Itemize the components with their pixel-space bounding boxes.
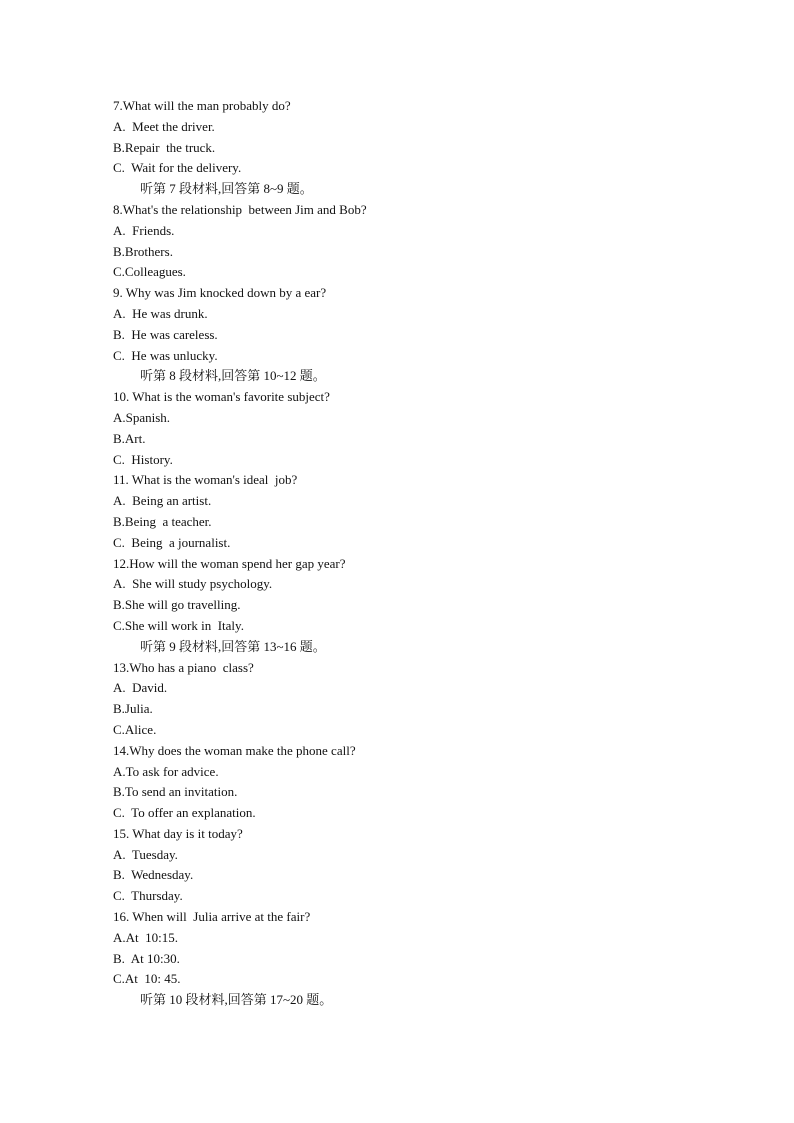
answer-option: A. David. [113,680,168,696]
exam-page [113,96,713,1011]
question-text: 13.Who has a piano class? [113,659,254,675]
answer-option: B.Art. [113,430,146,446]
answer-option: B.Julia. [113,701,153,717]
question-text: 11. What is the woman's ideal job? [113,472,298,488]
question-text: 14.Why does the woman make the phone call? [113,742,356,758]
answer-option: C.Colleagues. [113,264,186,280]
answer-option: A. She will study psychology. [113,576,273,592]
question-text: 8.What's the relationship between Jim and Bob? [113,201,367,217]
section-instruction: 听第 8 段材料,回答第 10~12 题。 [140,368,326,384]
answer-option: B.Repair the truck. [113,139,216,155]
answer-option: C. History. [113,451,173,467]
answer-option: B.Brothers. [113,243,173,259]
answer-option: C.She will work in Italy. [113,617,244,633]
answer-option: C. Thursday. [113,888,183,904]
section-instruction: 听第 9 段材料,回答第 13~16 题。 [140,638,326,654]
answer-option: C. He was unlucky. [113,347,218,363]
answer-option: B.She will go travelling. [113,597,241,613]
question-text: 7.What will the man probably do? [113,98,291,113]
answer-option: C. To offer an explanation. [113,805,256,821]
answer-option: B. At 10:30. [113,950,180,966]
answer-option: B.To send an invitation. [113,784,238,800]
answer-option: A. Meet the driver. [113,118,215,134]
answer-option: B. He was careless. [113,326,218,342]
question-text: 16. When will Julia arrive at the fair? [113,909,311,925]
answer-option: C.At 10: 45. [113,971,181,987]
answer-option: C. Being a journalist. [113,534,231,550]
answer-option: C. Wait for the delivery. [113,160,242,176]
answer-option: C.Alice. [113,721,157,737]
answer-option: A. He was drunk. [113,305,208,321]
answer-option: B. Wednesday. [113,867,194,883]
answer-option: A.Spanish. [113,409,171,425]
answer-option: A.At 10:15. [113,929,178,945]
answer-option: B.Being a teacher. [113,513,212,529]
answer-option: A.To ask for advice. [113,763,219,779]
question-text: 10. What is the woman's favorite subject? [113,389,330,405]
answer-option: A. Being an artist. [113,493,212,509]
section-instruction: 听第 10 段材料,回答第 17~20 题。 [140,992,333,1008]
section-instruction: 听第 7 段材料,回答第 8~9 题。 [140,181,313,197]
answer-option: A. Friends. [113,222,175,238]
answer-option: A. Tuesday. [113,846,178,862]
question-text: 9. Why was Jim knocked down by a ear? [113,285,327,301]
question-text: 12.How will the woman spend her gap year? [113,555,346,571]
question-text: 15. What day is it today? [113,825,243,841]
